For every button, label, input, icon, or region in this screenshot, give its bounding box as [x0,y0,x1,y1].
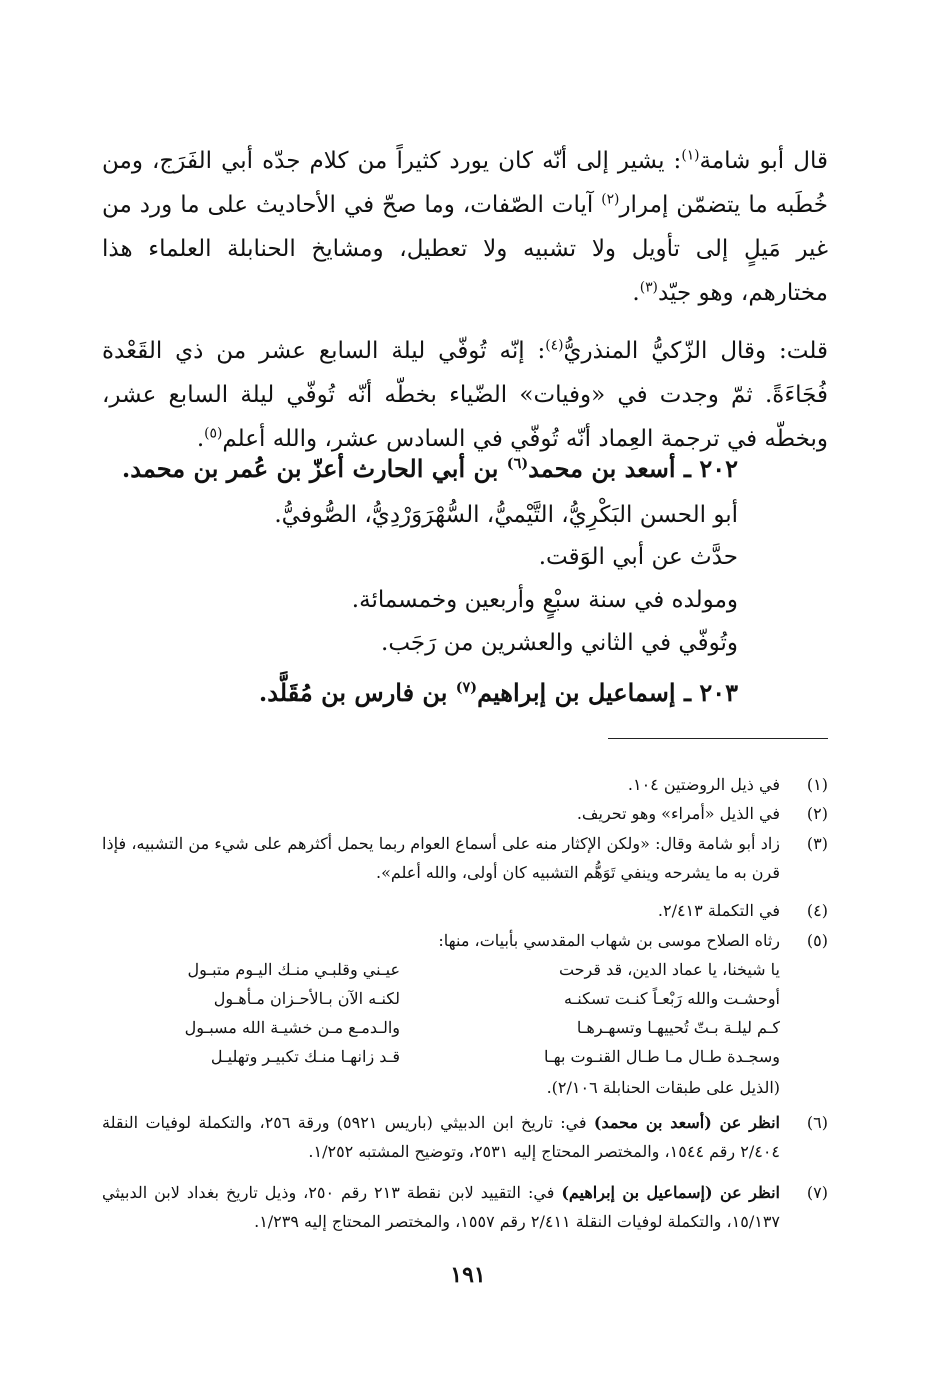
poem-verse [100,1013,780,1042]
poem-hemistich-second: عيـني وقلبـي منـك اليـوم متبـول [187,960,400,979]
footnote-ref[interactable]: (٥) [204,425,223,442]
footnote-4 [102,896,828,925]
text-run: قال أبو شامة [699,148,828,174]
poem-hemistich-second: لكنـه الآن بـالأحـزان مـأهـول [213,989,400,1008]
footnote-ref[interactable]: (٦) [506,455,529,472]
footnote-text: زاد أبو شامة وقال: «ولكن الإكثار منه على أسماع العوام ربما يحمل أكثرهم على شيء من التشبيه، فإذا قرن به ما يشرحه وينفي تَوَهُّم التشبيه كان أولى، والله أعلم». [102,834,780,882]
footnote-ref[interactable]: (٣) [639,279,658,296]
poem-hemistich-second: قـد زانهـا منـك تكبيـر وتهليـل [210,1047,400,1066]
footnote-ref[interactable]: (١) [681,147,700,164]
poem [100,955,780,1071]
text-run: في: التقييد لابن نقطة ٢١٣ رقم ٢٥٠، وذيل تاريخ بغداد لابن الدبيثي ١٥/١٣٧، والتكملة لوفيات النقلة ٢/٤١١ رقم ١٥٥٧، والمختصر المحتاج إليه ١/٢٣٩. [102,1183,780,1231]
poem-hemistich-first: وسجـدة طـال مـا طـال القنـوت بهـا [544,1047,780,1066]
paragraph-abu-shama [102,139,828,315]
footnote-number: (٦) [806,1113,828,1132]
entry-202-death: وتُوفّي في الثاني والعشرين من رَجَب. [381,630,738,656]
page-number: ١٩١ [450,1262,486,1288]
footnote-ref[interactable]: (٤) [545,337,564,354]
footnote-7 [102,1178,828,1236]
poem-verse [100,984,780,1013]
footnote-text [102,1178,780,1236]
text-run: . [632,280,640,306]
text-run: بن أبي الحارث أعزّ بن عُمر بن محمد. [121,454,507,483]
footnote-text: في التكملة ٢/٤١٣. [657,901,780,920]
poem-hemistich-first: يا شيخنا، يا عماد الدين، قد قرحت [558,960,780,979]
footnote-2 [102,799,828,828]
poem-hemistich-first: أوحشـت والله رَبْعـاً كنـت تسكنـه [564,989,780,1008]
entry-202-heading [98,452,738,486]
poem-source: (الذيل على طبقات الحنابلة ٢/١٠٦). [546,1078,780,1097]
paragraph-mundhiri [102,329,828,461]
footnote-number: (٣) [806,834,828,853]
entry-203-heading [98,676,738,710]
footnote-3 [102,829,828,887]
footnote-number: (٥) [806,931,828,950]
footnote-number: (٤) [806,901,828,920]
poem-hemistich-second: والـدمـع مـن خشيـة الله مسبـول [184,1018,400,1037]
entry-202-nisba: أبو الحسن البَكْرِيُّ، التَّيْميُّ، السُّهْرَوَرْدِيُّ، الصُّوفيُّ. [274,502,738,528]
text-run: بن فارس بن مُقَلَّد. [258,678,456,707]
footnote-ref[interactable]: (٧) [455,679,478,696]
text-run: : إنّه تُوفّي ليلة السابع عشر من ذي القَعْدة فُجَاءَةً. ثمّ وجدت في «وفيات» الضّياء بخطّه أنّه تُوفّي ليلة السابع عشر، وبخطّه في ترجمة العِماد أنّه تُوفّي في السادس عشر، والله أعلم [102,338,828,452]
poem-hemistich-first: كـم ليلـة بـتّ تُحييهـا وتسهـرهـا [576,1018,780,1037]
text-run: قلت: وقال الزّكيُّ المنذريُّ [563,338,828,364]
footnote-ref[interactable]: (٢) [601,191,620,208]
text-run: . [196,426,205,452]
footnote-text [102,1108,780,1166]
entry-202-birth: ومولده في سنة سبْعٍ وأربعين وخمسمائة. [351,587,738,613]
footnote-bold-ref: انظر عن (إسماعيل بن إبراهيم) [561,1183,781,1202]
footnote-text: في ذيل الروضتين ١٠٤. [627,775,780,794]
footnote-divider [608,738,828,739]
text-run: ٢٠٣ ـ إسماعيل بن إبراهيم [477,678,738,707]
footnote-text: في الذيل «أمراء» وهو تحريف. [576,804,780,823]
text-run: ٢٠٢ ـ أسعد بن محمد [528,454,738,483]
footnote-5 [102,926,828,955]
text-run: : يشير إلى أنّه كان يورد كثيراً من كلام جدّه أبي الفَرَج، ومن خُطَبه ما يتضمّن إمرار [102,148,829,218]
footnote-6 [102,1108,828,1166]
text-run: في: تاريخ ابن الدبيثي (باريس ٥٩٢١) ورقة ٢٥٦، والتكملة لوفيات النقلة ٢/٤٠٤ رقم ١٥٤٤، والمختصر المحتاج إليه ٢٥٣١، وتوضيح المشتبه ١/٢٥٢. [102,1113,780,1161]
entry-202-hadith: حدَّث عن أبي الوَقت. [538,544,738,570]
footnote-text: رثاه الصلاح موسى بن شهاب المقدسي بأبيات، منها: [438,931,780,950]
text-run: آيات الصّفات، وما صحّ في الأحاديث على ما ورد من غير مَيلٍ إلى تأويل ولا تشبيه ولا تعطيل، ومشايخ الحنابلة العلماء هذا مختارهم، وهو جيّد [102,192,828,306]
footnote-1 [102,770,828,799]
footnote-bold-ref: انظر عن (أسعد بن محمد) [593,1113,780,1132]
poem-verse [100,955,780,984]
footnote-number: (٢) [806,804,828,823]
footnote-number: (٧) [806,1183,828,1202]
footnote-number: (١) [806,775,828,794]
poem-verse [100,1042,780,1071]
